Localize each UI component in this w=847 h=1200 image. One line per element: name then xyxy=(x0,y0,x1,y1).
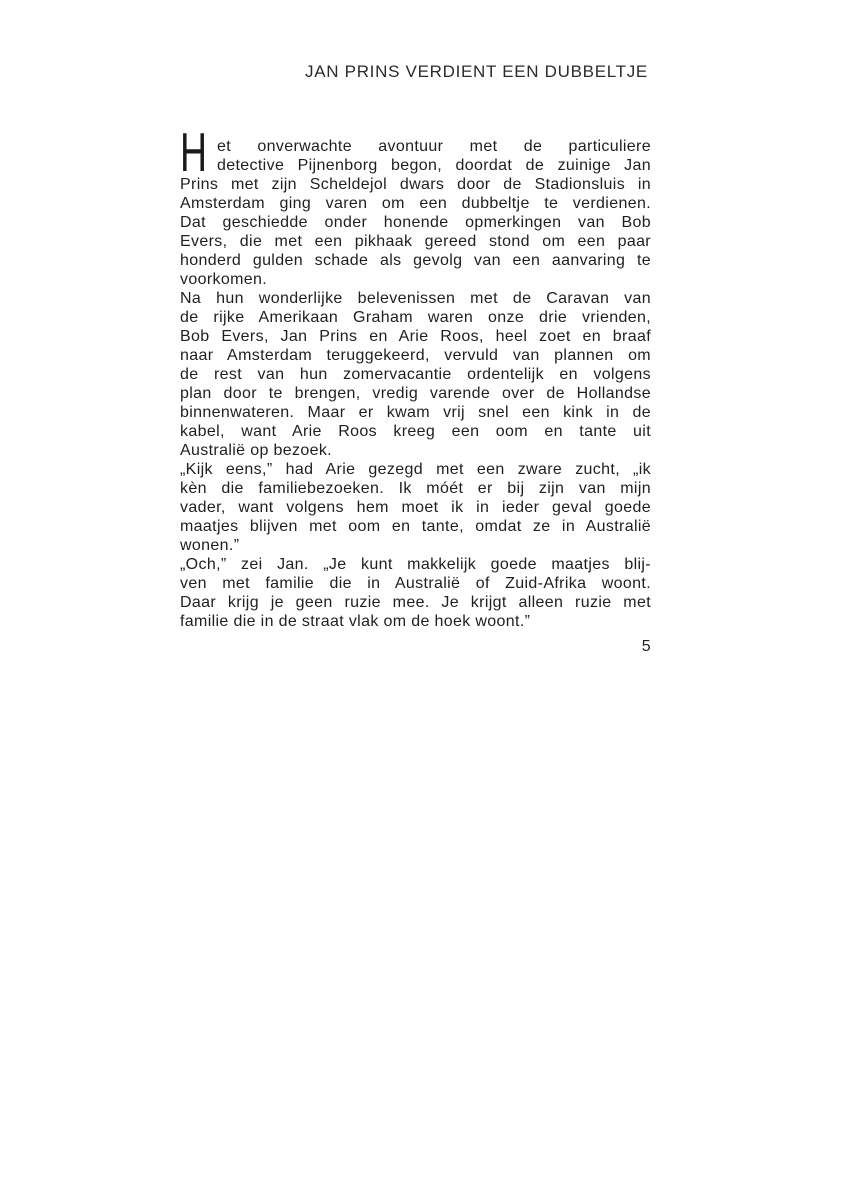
text-line: binnenwateren. Maar er kwam vrij snel een kink in de xyxy=(180,404,651,421)
text-line: Australië op bezoek. xyxy=(180,442,332,459)
text-line: naar Amsterdam teruggekeerd, vervuld van plannen om xyxy=(180,347,651,364)
text-line: Evers, die met een pikhaak gereed stond om een paar xyxy=(180,233,651,250)
text-line: familie die in de straat vlak om de hoek woont.” xyxy=(180,613,531,630)
text-line: maatjes blijven met oom en tante, omdat ze in Australië xyxy=(180,518,651,535)
text-line: Dat geschiedde onder honende opmerkingen van Bob xyxy=(180,214,651,231)
text-line: de rest van hun zomervacantie ordentelijk en volgens xyxy=(180,366,651,383)
drop-cap: H xyxy=(180,121,208,183)
text-line: Daar krijg je geen ruzie mee. Je krijgt alleen ruzie met xyxy=(180,594,651,611)
text-line: kabel, want Arie Roos kreeg een oom en tante uit xyxy=(180,423,651,440)
text-line: Prins met zijn Scheldejol dwars door de Stadionsluis in xyxy=(180,176,651,193)
text-line: plan door te brengen, vredig varende over de Hollandse xyxy=(180,385,651,402)
text-line: kèn die familiebezoeken. Ik móét er bij zijn van mijn xyxy=(180,480,651,497)
text-line: wonen.” xyxy=(180,537,240,554)
text-line: Bob Evers, Jan Prins en Arie Roos, heel zoet en braaf xyxy=(180,328,651,345)
text-line: Amsterdam ging varen om een dubbeltje te verdienen. xyxy=(180,195,651,212)
text-line: vader, want volgens hem moet ik in ieder geval goede xyxy=(180,499,651,516)
text-line: de rijke Amerikaan Graham waren onze drie vrienden, xyxy=(180,309,651,326)
text-line: honderd gulden schade als gevolg van een aanvaring te xyxy=(180,252,651,269)
text-line: ven met familie die in Australië of Zuid-Afrika woont. xyxy=(180,575,651,592)
text-line: voorkomen. xyxy=(180,271,268,288)
page-title: JAN PRINS VERDIENT EEN DUBBELTJE xyxy=(305,62,648,81)
paragraph xyxy=(180,460,651,555)
text-line: „Och,” zei Jan. „Je kunt makkelijk goede maatjes blij- xyxy=(180,556,651,573)
paragraph xyxy=(180,121,651,289)
paragraph xyxy=(180,555,651,631)
text-line: et onverwachte avontuur met de particuliere xyxy=(217,138,651,155)
text-line: Na hun wonderlijke belevenissen met de Caravan van xyxy=(180,290,651,307)
page-number: 5 xyxy=(641,638,651,655)
paragraph xyxy=(180,289,651,460)
text-block xyxy=(180,121,651,656)
text-line: „Kijk eens,” had Arie gezegd met een zware zucht, „ik xyxy=(180,461,651,478)
text-line: detective Pijnenborg begon, doordat de zuinige Jan xyxy=(217,157,651,174)
